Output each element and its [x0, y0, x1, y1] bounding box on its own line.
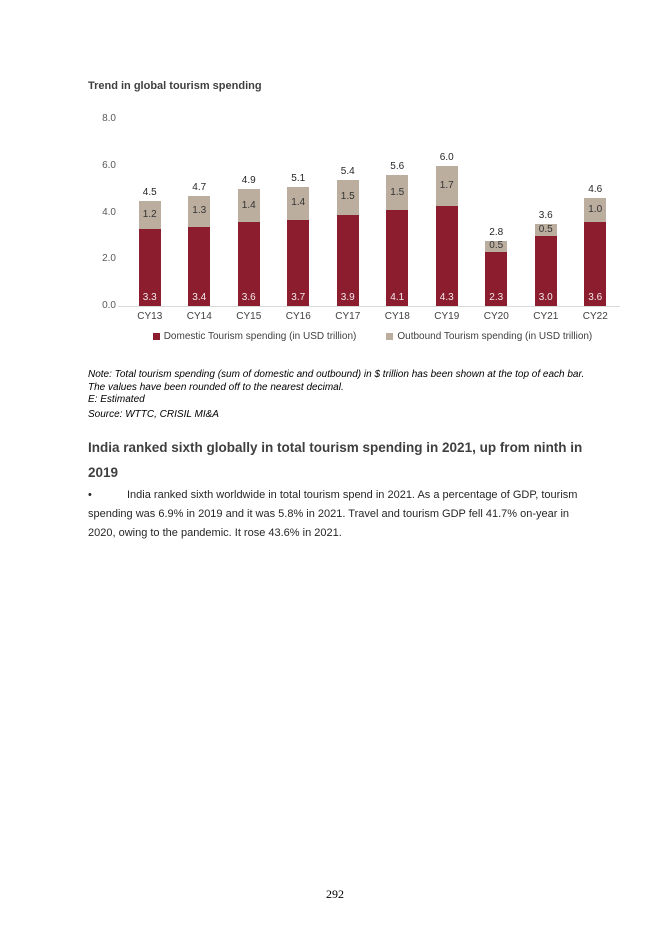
legend-swatch-icon — [386, 333, 393, 340]
heading-line: 2019 — [88, 465, 119, 480]
note-line: The values have been rounded off to the nearest decimal. — [88, 381, 344, 393]
domestic-segment — [139, 229, 161, 306]
chart — [88, 113, 620, 359]
domestic-segment — [386, 210, 408, 306]
total-value-label: 5.4 — [340, 165, 355, 177]
x-axis-label: CY18 — [384, 311, 410, 322]
bar-group — [472, 227, 522, 306]
domestic-value-label: 4.3 — [439, 292, 454, 303]
outbound-segment — [337, 180, 359, 215]
outbound-segment — [139, 201, 161, 229]
outbound-segment — [386, 175, 408, 210]
y-tick-label: 6.0 — [102, 159, 116, 171]
outbound-segment — [238, 189, 260, 222]
outbound-value-label: 0.5 — [538, 224, 553, 236]
section-heading — [88, 435, 593, 485]
outbound-segment — [535, 224, 557, 236]
x-axis-label: CY20 — [483, 311, 509, 322]
legend-label: Outbound Tourism spending (in USD trillion) — [397, 331, 593, 342]
total-value-label: 4.5 — [142, 186, 157, 198]
domestic-segment — [436, 206, 458, 307]
x-axis-label: CY17 — [335, 311, 361, 322]
domestic-segment — [485, 252, 507, 306]
bars — [125, 119, 620, 306]
chart-note — [88, 369, 655, 421]
total-value-label: 2.8 — [489, 226, 504, 238]
bullet-text: India ranked sixth worldwide in total tourism spend in 2021. As a percentage of GDP, tourism spending was 6.9% in 2019 and it was 5.8% in 2021. Travel and tourism GDP fell 41.7% on-year in 2020, owing to the pandemic. It rose 43.6% in 2021. — [88, 489, 578, 539]
domestic-segment — [337, 215, 359, 306]
source-line: Source: WTTC, CRISIL MI&A — [88, 408, 219, 420]
chart-title: Trend in global tourism spending — [88, 80, 262, 92]
bar-group — [373, 161, 423, 306]
bullet-paragraph — [88, 486, 598, 543]
bar-group — [224, 175, 274, 306]
outbound-value-label: 1.0 — [588, 204, 603, 216]
total-value-label: 5.6 — [390, 161, 405, 173]
domestic-value-label: 3.6 — [241, 292, 256, 303]
y-tick-label: 2.0 — [102, 253, 116, 265]
domestic-value-label: 3.0 — [538, 292, 553, 303]
domestic-segment — [584, 222, 606, 306]
legend-label: Domestic Tourism spending (in USD trillion) — [163, 331, 357, 342]
page-number: 292 — [326, 887, 344, 901]
bullet-icon: • — [88, 489, 92, 501]
total-value-label: 4.6 — [588, 184, 603, 196]
legend-item — [153, 331, 357, 342]
domestic-segment — [535, 236, 557, 306]
x-axis-labels — [125, 311, 620, 322]
note-line: E: Estimated — [88, 394, 145, 405]
domestic-value-label: 3.6 — [588, 292, 603, 303]
outbound-value-label: 1.3 — [192, 205, 207, 217]
bar-group — [125, 187, 175, 306]
legend-swatch-icon — [153, 333, 160, 340]
domestic-value-label: 3.7 — [291, 292, 306, 303]
y-axis-labels — [88, 113, 116, 311]
bar-group — [175, 182, 225, 306]
outbound-value-label: 1.4 — [291, 197, 306, 209]
x-axis-label: CY19 — [434, 311, 460, 322]
bar-group — [274, 173, 324, 306]
total-value-label: 6.0 — [439, 151, 454, 163]
x-axis-label: CY22 — [582, 311, 608, 322]
bar-group — [571, 184, 621, 306]
bar-group — [422, 152, 472, 306]
total-value-label: 4.7 — [192, 182, 207, 194]
outbound-value-label: 1.5 — [390, 186, 405, 198]
outbound-segment — [436, 166, 458, 206]
chart-legend — [125, 331, 620, 342]
chart-plot — [125, 119, 620, 306]
y-tick-label: 8.0 — [102, 113, 116, 124]
legend-item — [386, 331, 592, 342]
bar-group — [521, 210, 571, 306]
x-axis-label: CY14 — [186, 311, 212, 322]
outbound-segment — [287, 187, 309, 220]
outbound-segment — [584, 198, 606, 221]
outbound-value-label: 1.5 — [340, 191, 355, 203]
domestic-segment — [188, 227, 210, 306]
outbound-value-label: 1.2 — [142, 208, 157, 220]
bar-group — [323, 166, 373, 306]
x-axis-label: CY16 — [285, 311, 311, 322]
heading-line: India ranked sixth globally in total tourism spending in 2021, up from ninth in — [88, 440, 583, 455]
domestic-segment — [287, 220, 309, 306]
domestic-segment — [238, 222, 260, 306]
outbound-value-label: 1.7 — [439, 179, 454, 191]
domestic-value-label: 3.4 — [192, 292, 207, 303]
total-value-label: 5.1 — [291, 172, 306, 184]
total-value-label: 3.6 — [538, 210, 553, 222]
y-tick-label: 0.0 — [102, 300, 116, 311]
outbound-segment — [485, 241, 507, 253]
x-axis-line — [118, 306, 620, 307]
domestic-value-label: 4.1 — [390, 292, 405, 303]
y-tick-label: 4.0 — [102, 206, 116, 218]
domestic-value-label: 2.3 — [489, 292, 504, 303]
domestic-value-label: 3.9 — [340, 292, 355, 303]
x-axis-label: CY15 — [236, 311, 262, 322]
x-axis-label: CY21 — [533, 311, 559, 322]
outbound-value-label: 1.4 — [241, 199, 256, 211]
x-axis-label: CY13 — [137, 311, 163, 322]
note-line: Note: Total tourism spending (sum of domestic and outbound) in $ trillion has been shown at the top of each bar. — [88, 369, 585, 380]
total-value-label: 4.9 — [241, 175, 256, 187]
outbound-value-label: 0.5 — [489, 240, 504, 252]
outbound-segment — [188, 196, 210, 226]
domestic-value-label: 3.3 — [142, 292, 157, 303]
